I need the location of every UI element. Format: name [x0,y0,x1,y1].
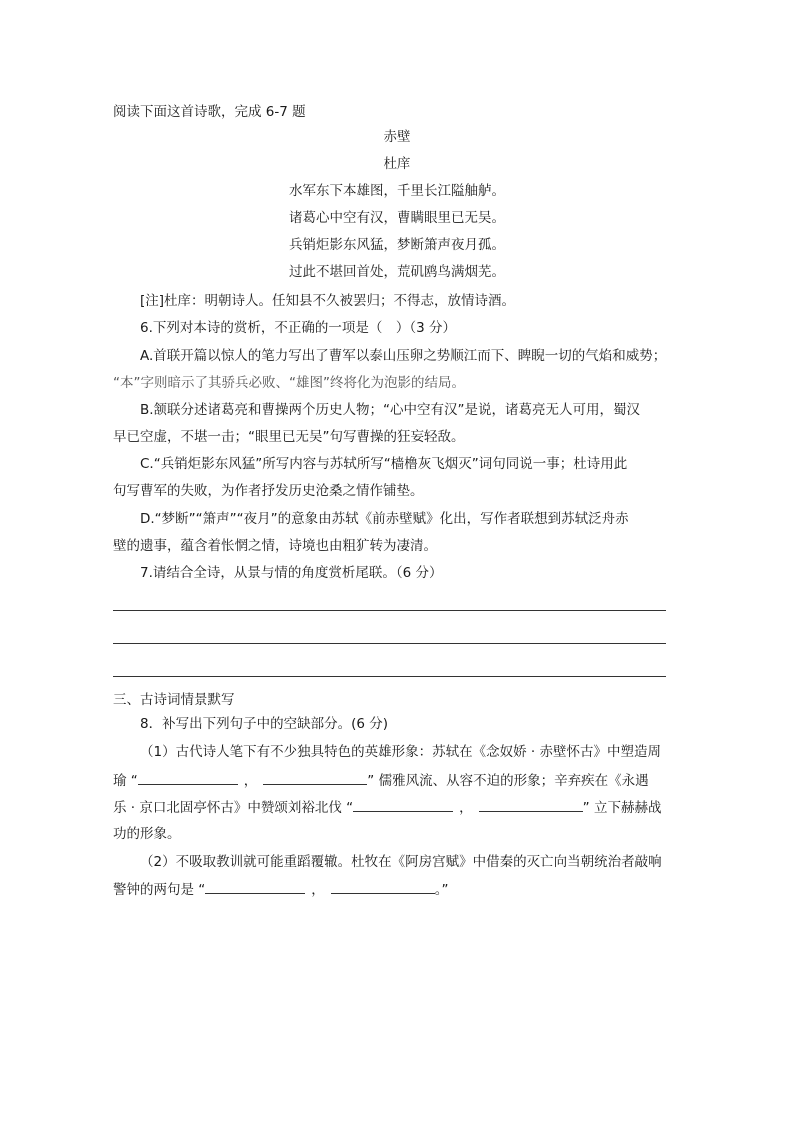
blank-separator: ， [459,800,473,816]
blank-separator: ， [243,773,258,789]
answer-line-2[interactable] [113,643,666,644]
item-1-line-3 [113,797,661,818]
fill-blank-6[interactable] [331,879,435,894]
fill-blank-2[interactable] [263,770,367,785]
item-1-line-3-prefix: 乐 · 京口北固亭怀古》中赞颂刘裕北伐 “ [113,800,354,816]
item-1-line-4: 功的形象。 [113,826,181,842]
item-1-line-2-prefix: 瑜 “ [113,773,138,789]
answer-line-1[interactable] [113,610,666,611]
answer-line-3[interactable] [113,676,666,677]
poem-author: 杜庠 [383,156,411,172]
item-2-line-2-prefix: 警钟的两句是 “ [113,882,206,898]
option-d-line-2: 壁的遗事，蕴含着怅惘之情，诗境也由粗犷转为凄清。 [113,538,437,554]
item-2-line-2 [113,879,449,900]
poem-title: 赤壁 [383,129,411,145]
option-b-line-2: 早已空虚，不堪一击；“眼里已无吴”句写曹操的狂妄轻敌。 [113,429,465,445]
item-1-line-3-suffix: ” 立下赫赫战 [582,800,662,816]
poem-line-2: 诸葛心中空有汉，曹瞒眼里已无吴。 [289,210,505,226]
poem-line-4: 过此不堪回首处，荒矶鸥鸟满烟芜。 [289,264,505,280]
item-1-line-1: （1）古代诗人笔下有不少独具特色的英雄形象：苏轼在《念奴娇 · 赤壁怀古》中塑造周 [140,744,661,760]
option-c-line-2: 句写曹军的失败，为作者抒发历史沧桑之情作铺垫。 [113,483,424,499]
option-d-line-1: D.“梦断”“箫声”“夜月”的意象由苏轼《前赤壁赋》化出，写作者联想到苏轼泛舟赤 [140,511,629,527]
item-1-line-2 [113,770,649,791]
question-8-stem: 8．补写出下列句子中的空缺部分。(6 分) [140,716,389,732]
option-b-line-1: B.颔联分述诸葛亮和曹操两个历史人物；“心中空有汉”是说，诸葛亮无人可用，蜀汉 [140,402,641,418]
fill-blank-3[interactable] [353,797,453,812]
blank-separator: ， [311,882,325,898]
fill-blank-5[interactable] [205,879,305,894]
option-a-line-1: A.首联开篇以惊人的笔力写出了曹军以泰山压卵之势顺江而下、睥睨一切的气焰和威势； [140,348,667,364]
question-7-stem: 7.请结合全诗，从景与情的角度赏析尾联。（6 分） [140,565,443,581]
poem-line-1: 水军东下本雄图，千里长江隘舳舻。 [289,183,505,199]
item-1-line-2-suffix: ” 儒雅风流、从容不迫的形象；辛弃疾在《永遇 [367,773,649,789]
fill-blank-4[interactable] [479,797,583,812]
poem-line-3: 兵销炬影东风猛，梦断箫声夜月孤。 [289,237,505,253]
poem-note: [注]杜庠：明朝诗人。任知县不久被罢归；不得志，放情诗酒。 [140,293,516,309]
item-2-line-2-suffix: 。” [434,882,449,898]
item-2-line-1: （2）不吸取教训就可能重蹈覆辙。杜牧在《阿房宫赋》中借秦的灭亡向当朝统治者敲响 [140,854,662,870]
option-a-line-2: “本”字则暗示了其骄兵必败、“雄图”终将化为泡影的结局。 [113,375,465,391]
reading-intro: 阅读下面这首诗歌，完成 6-7 题 [113,104,306,120]
fill-blank-1[interactable] [138,770,238,785]
question-6-stem: 6.下列对本诗的赏析，不正确的一项是（ ）（3 分） [140,320,457,336]
section-3-heading: 三、古诗词情景默写 [113,692,235,708]
option-c-line-1: C.“兵销炬影东风猛”所写内容与苏轼所写“樯橹灰飞烟灭”词句同说一事；杜诗用此 [140,456,628,472]
